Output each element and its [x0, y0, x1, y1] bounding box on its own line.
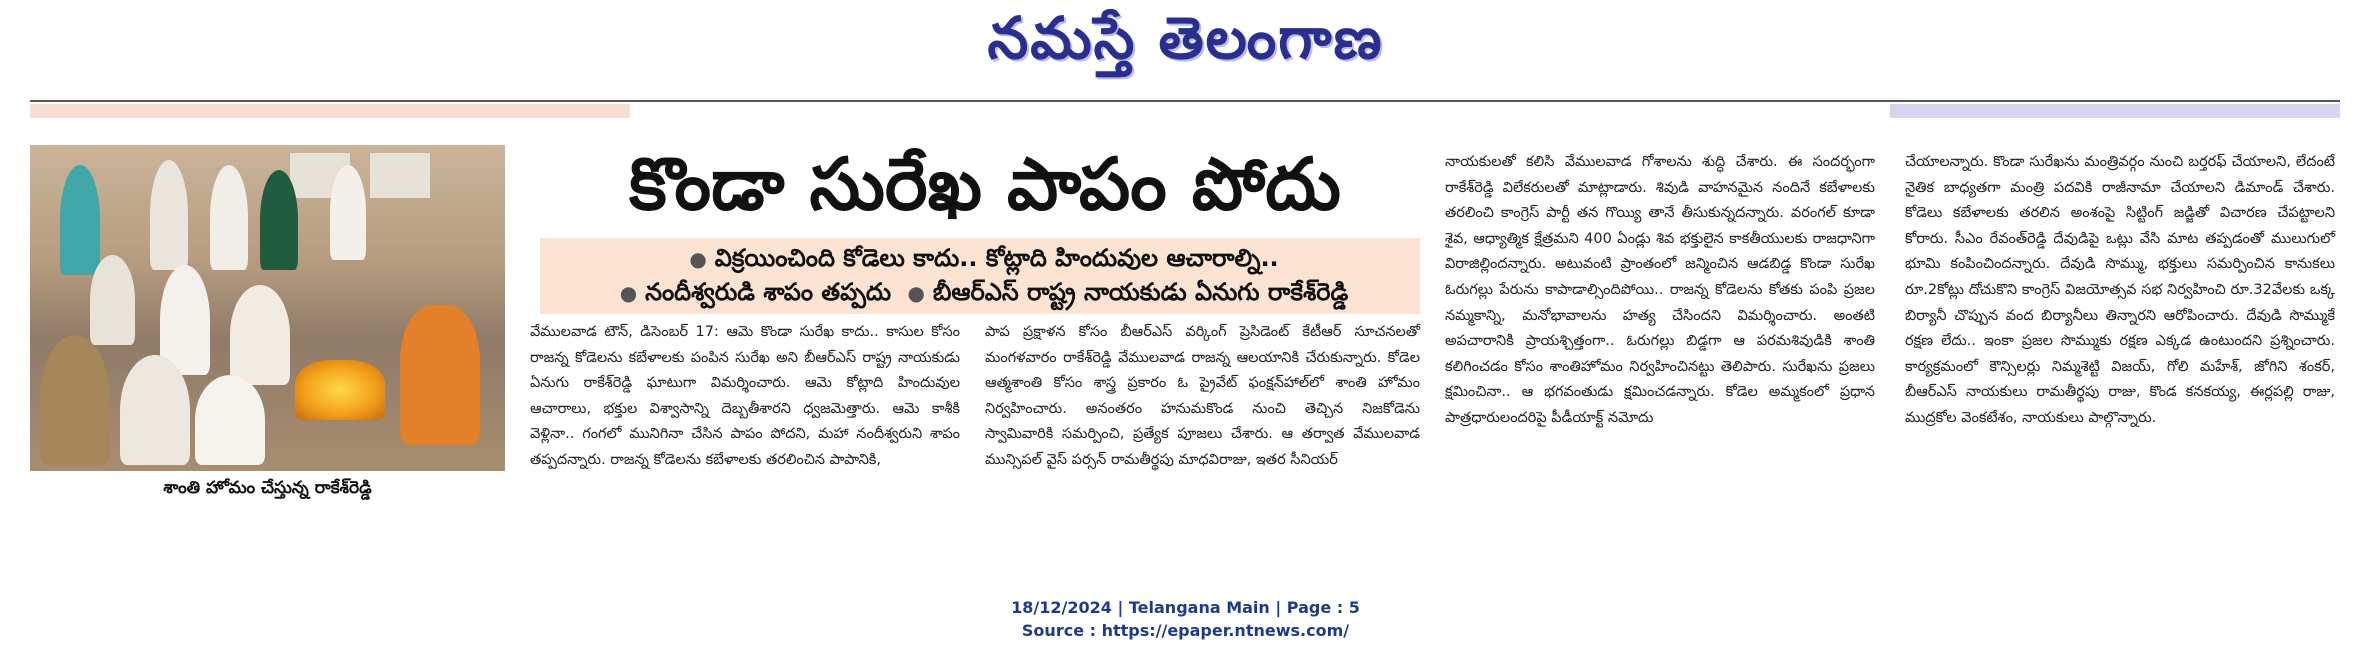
article-text-3: నాయకులతో కలిసి వేములవాడ గోశాలను శుద్ధి చేశారు. ఈ సందర్భంగా రాకేశ్‌రెడ్డి విలేకరులతో మాట్లాడారు. శివుడి వాహనమైన నందినే కబేళాలకు తరలించి కాంగ్రెస్‌ పార్టీ తన గొయ్యి తానే తీసుకున్నదన్నారు. వరంగల్‌ కూడా శైవ, ఆధ్యాత్మిక క్షేత్రమని 400 ఏండ్లు శివ భక్తులైన కాకతీయులకు రాజధానిగా విరాజిల్లిందన్నారు. అటువంటి ప్రాంతంలో జన్మించిన ఆడబిడ్డ కొండా సురేఖ ఓరుగల్లు పేరును కాపాడాల్సిందిపోయి.. రాజన్న కోడెలను కోతకు పంపి ప్రజల నమ్మకాన్ని, మనోభావాలను హత్య చేసిందని విమర్శించారు. అంతటి అపచారానికి ప్రాయశ్చిత్తంగా.. ఓరుగల్లు బిడ్డగా ఆ పరమశివుడికి శాంతి కలిగించడం కోసం శాంతిహోమం నిర్వహించినట్టు తెలిపారు. సురేఖను ప్రజలు క్షమించినా.. ఆ భగవంతుడు క్షమించడన్నారు. కోడెల అమ్మకంలో ప్రధాన పాత్రధారులందరిపై పీడీయాక్ట్‌ నమోదు — [1445, 154, 1875, 426]
news-photo — [30, 145, 505, 471]
priest-figure — [400, 305, 480, 445]
subhead-box — [540, 238, 1420, 314]
homam-fire — [295, 360, 385, 420]
article-column-4 — [1905, 150, 2335, 432]
photo-caption: శాంతి హోమం చేస్తున్న రాకేశ్‌రెడ్డి — [163, 478, 372, 498]
masthead-divider — [30, 100, 2340, 102]
subhead-line-1 — [540, 244, 1420, 278]
masthead — [0, 0, 2371, 80]
edition-info: 18/12/2024 | Telangana Main | Page : 5 — [1011, 598, 1360, 617]
subhead-1: విక్రయించింది కోడెలు కాదు.. కోట్లాది హిందువుల ఆచారాల్ని.. — [714, 244, 1279, 272]
newspaper-logo: నమస్తే తెలంగాణ — [987, 4, 1384, 72]
article-column-1 — [530, 320, 960, 474]
headline: కొండా సురేఖ పాపం పోదు — [629, 142, 1341, 226]
bullet-icon: ● — [619, 281, 638, 305]
source-link[interactable]: Source : https://epaper.ntnews.com/ — [1021, 621, 1350, 640]
article-column-3 — [1445, 150, 1875, 432]
article-column-2 — [985, 320, 1420, 474]
bullet-icon: ● — [689, 247, 707, 271]
color-band-left — [30, 104, 630, 118]
article-text-4: చేయాలన్నారు. కొండా సురేఖను మంత్రివర్గం నుంచి బర్తరఫ్‌ చేయాలని, లేదంటే నైతిక బాధ్యతగా మంత్రి పదవికి రాజీనామా చేయాలని డిమాండ్‌ చేశారు. కోడెలు కబేళాలకు తరలిన అంశంపై సిట్టింగ్‌ జడ్జితో విచారణ చేపట్టాలని కోరారు. సీఎం రేవంత్‌రెడ్డి దేవుడిపై ఒట్లు వేసి మాట తప్పడంతో ములుగులో భూమి కంపించిందన్నారు. దేవుడి సొమ్ము, భక్తులు సమర్పించిన కానుకలు రూ.2కోట్లు దోచుకొని కాంగ్రెస్‌ విజయోత్సవ సభ నిర్వహించి రూ.32వేలకు ఒక్క బిర్యానీ చొప్పున వంద బిర్యానీలు తిన్నారని ఆరోపించారు. దేవుడి సొమ్ముకే రక్షణ లేదు.. ఇంకా ప్రజల సొమ్ముకు రక్షణ ఎక్కడ ఉంటుందని ప్రశ్నించారు. కార్యక్రమంలో కౌన్సిలర్లు నిమ్మశెట్టి విజయ్‌, గోలి మహేశ్‌, జోగిని శంకర్‌, బీఆర్‌ఎస్‌ నాయకులు రామతీర్థపు రాజు, కొండ కనకయ్య, ఈర్లపల్లి రాజు, ముద్రకోల వెంకటేశం, నాయకులు పాల్గొన్నారు. — [1905, 154, 2335, 426]
subhead-2b: బీఆర్‌ఎస్‌ రాష్ట్ర నాయకుడు ఏనుగు రాకేశ్‌రెడ్డి — [932, 278, 1349, 306]
bullet-icon: ● — [907, 281, 925, 305]
subhead-line-2 — [540, 278, 1420, 312]
subhead-2a: నందీశ్వరుడి శాపం తప్పదు — [645, 278, 892, 306]
article-text-2: పాప ప్రక్షాళన కోసం బీఆర్‌ఎస్‌ వర్కింగ్‌ ప్రెసిడెంట్‌ కేటీఆర్‌ సూచనలతో మంగళవారం రాకేశ్‌రెడ్డి వేములవాడ రాజన్న ఆలయానికి చేరుకున్నారు. కోడెల ఆత్మశాంతి కోసం శాస్త్ర ప్రకారం ఓ ప్రైవేట్‌ ఫంక్షన్‌హాల్‌లో శాంతి హోమం నిర్వహించారు. అనంతరం హనుమకొండ నుంచి తెచ్చిన నిజకోడెను స్వామివారికి సమర్పించి, ప్రత్యేక పూజలు చేశారు. ఆ తర్వాత వేములవాడ మున్సిపల్‌ వైస్‌ పర్సన్‌ రామతీర్థపు మాధవిరాజు, ఇతర సీనియర్‌ — [985, 324, 1420, 468]
color-band-right — [1890, 104, 2340, 118]
article-text-1: వేములవాడ టౌన్‌, డిసెంబర్‌ 17: ఆమె కొండా సురేఖ కాదు.. కాసుల కోసం రాజన్న కోడెలను కబేళాలకు పంపిన సురేఖ అని బీఆర్‌ఎస్‌ రాష్ట్ర నాయకుడు ఏనుగు రాకేశ్‌రెడ్డి ఘాటుగా విమర్శించారు. ఆమె కోట్లాది హిందువుల ఆచారాలు, భక్తుల విశ్వాసాన్ని దెబ్బతీశారని ధ్వజమెత్తారు. ఆమె కాశీకి వెళ్లినా.. గంగలో మునిగినా చేసిన పాపం పోదని, మహా నందీశ్వరుని శాపం తప్పదన్నారు. రాజన్న కోడెలను కబేళాలకు తరలించిన పాపానికి, — [530, 324, 960, 468]
page-footer — [0, 596, 2371, 642]
